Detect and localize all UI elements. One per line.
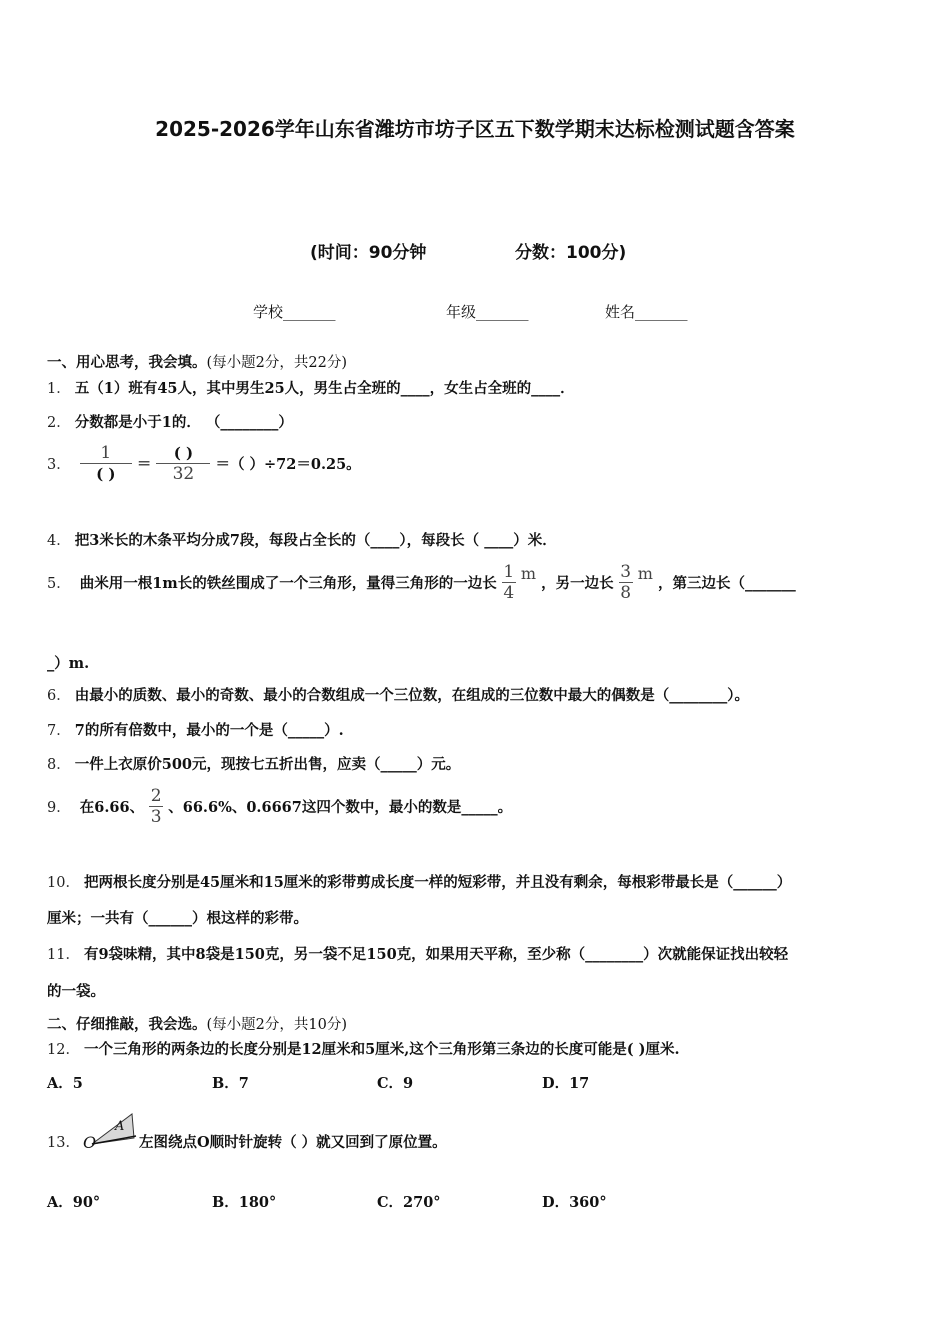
fraction-denominator: 32 [156, 463, 210, 484]
question-number: 5． [47, 576, 71, 592]
option-d[interactable]: D．17 [542, 1075, 590, 1092]
name-field: 姓名_______ [605, 303, 688, 321]
question-text: ，另一边长 [541, 575, 614, 592]
fraction-denominator: 4 [503, 583, 515, 603]
question-text: 分数都是小于1的． （________） [74, 414, 293, 431]
section-1-note: (每小题2分，共22分) [206, 355, 347, 371]
question-13-number [47, 1131, 84, 1152]
question-number: 4． [47, 533, 71, 549]
question-7 [47, 719, 344, 740]
question-12 [47, 1038, 680, 1059]
question-number: 9． [47, 800, 71, 816]
unit-m: m [520, 564, 537, 583]
question-number: 2． [47, 415, 71, 431]
fraction-1 [80, 443, 132, 484]
question-text: 五（1）班有45人，其中男生25人，男生占全班的____，女生占全班的____． [74, 380, 575, 397]
question-text: 、66.6%、0.6667这四个数中，最小的数是_____。 [168, 799, 513, 816]
question-5-continuation: _）m. [47, 655, 90, 672]
question-text: 曲米用一根1m长的铁丝围成了一个三角形，量得三角形的一边长 [79, 575, 497, 592]
fraction-numerator: ( ) [173, 444, 194, 462]
question-text: ＝（ ）÷72＝0.25。 [215, 456, 361, 473]
option-a[interactable]: A．5 [47, 1075, 83, 1092]
question-1 [47, 377, 575, 398]
question-text: 有9袋味精，其中8袋是150克，另一袋不足150克，如果用天平称，至少称（________）次就能保证找出较轻 [83, 946, 789, 963]
option-b[interactable]: B．7 [212, 1075, 249, 1092]
fraction-3-8 [619, 562, 633, 603]
fraction-2 [156, 443, 210, 484]
school-field: 学校_______ [253, 303, 336, 321]
question-6 [47, 684, 749, 705]
exam-score: 分数：100分) [515, 243, 627, 263]
page-title: 2025-2026学年山东省潍坊市坊子区五下数学期末达标检测试题含答案 [155, 117, 795, 141]
question-13: 左图绕点O顺时针旋转（ ）就又回到了原位置。 [139, 1134, 447, 1151]
section-1-title: 一、用心思考，我会填。 [47, 354, 207, 371]
question-text: ，第三边长（_______ [657, 575, 796, 592]
fraction-numerator: 2 [150, 786, 162, 806]
question-number: 1． [47, 381, 71, 397]
unit-m: m [637, 564, 653, 583]
question-text: 由最小的质数、最小的奇数、最小的合数组成一个三位数，在组成的三位数中最大的偶数是（________）。 [74, 687, 749, 704]
question-number: 11． [47, 947, 80, 963]
equals-sign: ＝ [136, 456, 152, 473]
option-c[interactable]: C．9 [377, 1075, 414, 1092]
question-5 [47, 562, 796, 603]
question-9 [47, 786, 512, 827]
question-4 [47, 529, 557, 550]
section-1-heading [47, 351, 347, 372]
question-number: 3． [47, 457, 71, 473]
section-2-note: (每小题2分，共10分) [206, 1017, 347, 1033]
question-8 [47, 753, 460, 774]
rotation-figure [82, 1108, 138, 1150]
question-text: 把两根长度分别是45厘米和15厘米的彩带剪成长度一样的短彩带，并且没有剩余，每根彩带最长是（______） [83, 874, 792, 891]
question-number: 10． [47, 875, 80, 891]
grade-field: 年级_______ [446, 303, 529, 321]
fraction-denominator: 8 [620, 583, 632, 603]
section-2-title: 二、仔细推敲，我会选。 [47, 1016, 207, 1033]
question-text: 一件上衣原价500元，现按七五折出售，应卖（_____）元。 [74, 756, 461, 773]
fraction-numerator: 1 [100, 443, 112, 463]
question-2 [47, 411, 293, 432]
section-2-heading [47, 1013, 347, 1034]
question-text: 一个三角形的两条边的长度分别是12厘米和5厘米,这个三角形第三条边的长度可能是( )厘米. [83, 1041, 680, 1058]
question-10 [47, 871, 791, 892]
option-d[interactable]: D．360° [542, 1194, 607, 1211]
question-number: 12． [47, 1042, 80, 1058]
question-number: 6． [47, 688, 71, 704]
fraction-numerator: 1 [503, 562, 515, 582]
fraction-numerator: 3 [620, 562, 632, 582]
option-c[interactable]: C．270° [377, 1194, 441, 1211]
option-b[interactable]: B．180° [212, 1194, 277, 1211]
question-number: 13． [47, 1135, 80, 1151]
label-a: A [115, 1119, 125, 1134]
question-10-line-2: 厘米；一共有（______）根这样的彩带。 [47, 910, 308, 927]
label-o: O [83, 1133, 97, 1150]
question-text: 7的所有倍数中，最小的一个是（_____）. [74, 722, 344, 739]
question-text: 把3米长的木条平均分成7段，每段占全长的（____），每段长（ ____）米． [74, 532, 557, 549]
question-3 [47, 443, 361, 484]
question-11 [47, 943, 788, 964]
fraction-1-4 [502, 562, 516, 603]
question-text: 在6.66、 [79, 799, 145, 816]
question-number: 8． [47, 757, 71, 773]
fraction-denominator: 3 [150, 807, 162, 827]
fraction-2-3 [149, 786, 163, 827]
option-a[interactable]: A．90° [47, 1194, 101, 1211]
exam-time: (时间：90分钟 [310, 243, 427, 263]
fraction-denominator: ( ) [80, 463, 132, 484]
question-11-line-2: 的一袋。 [47, 983, 105, 1000]
question-number: 7． [47, 723, 71, 739]
